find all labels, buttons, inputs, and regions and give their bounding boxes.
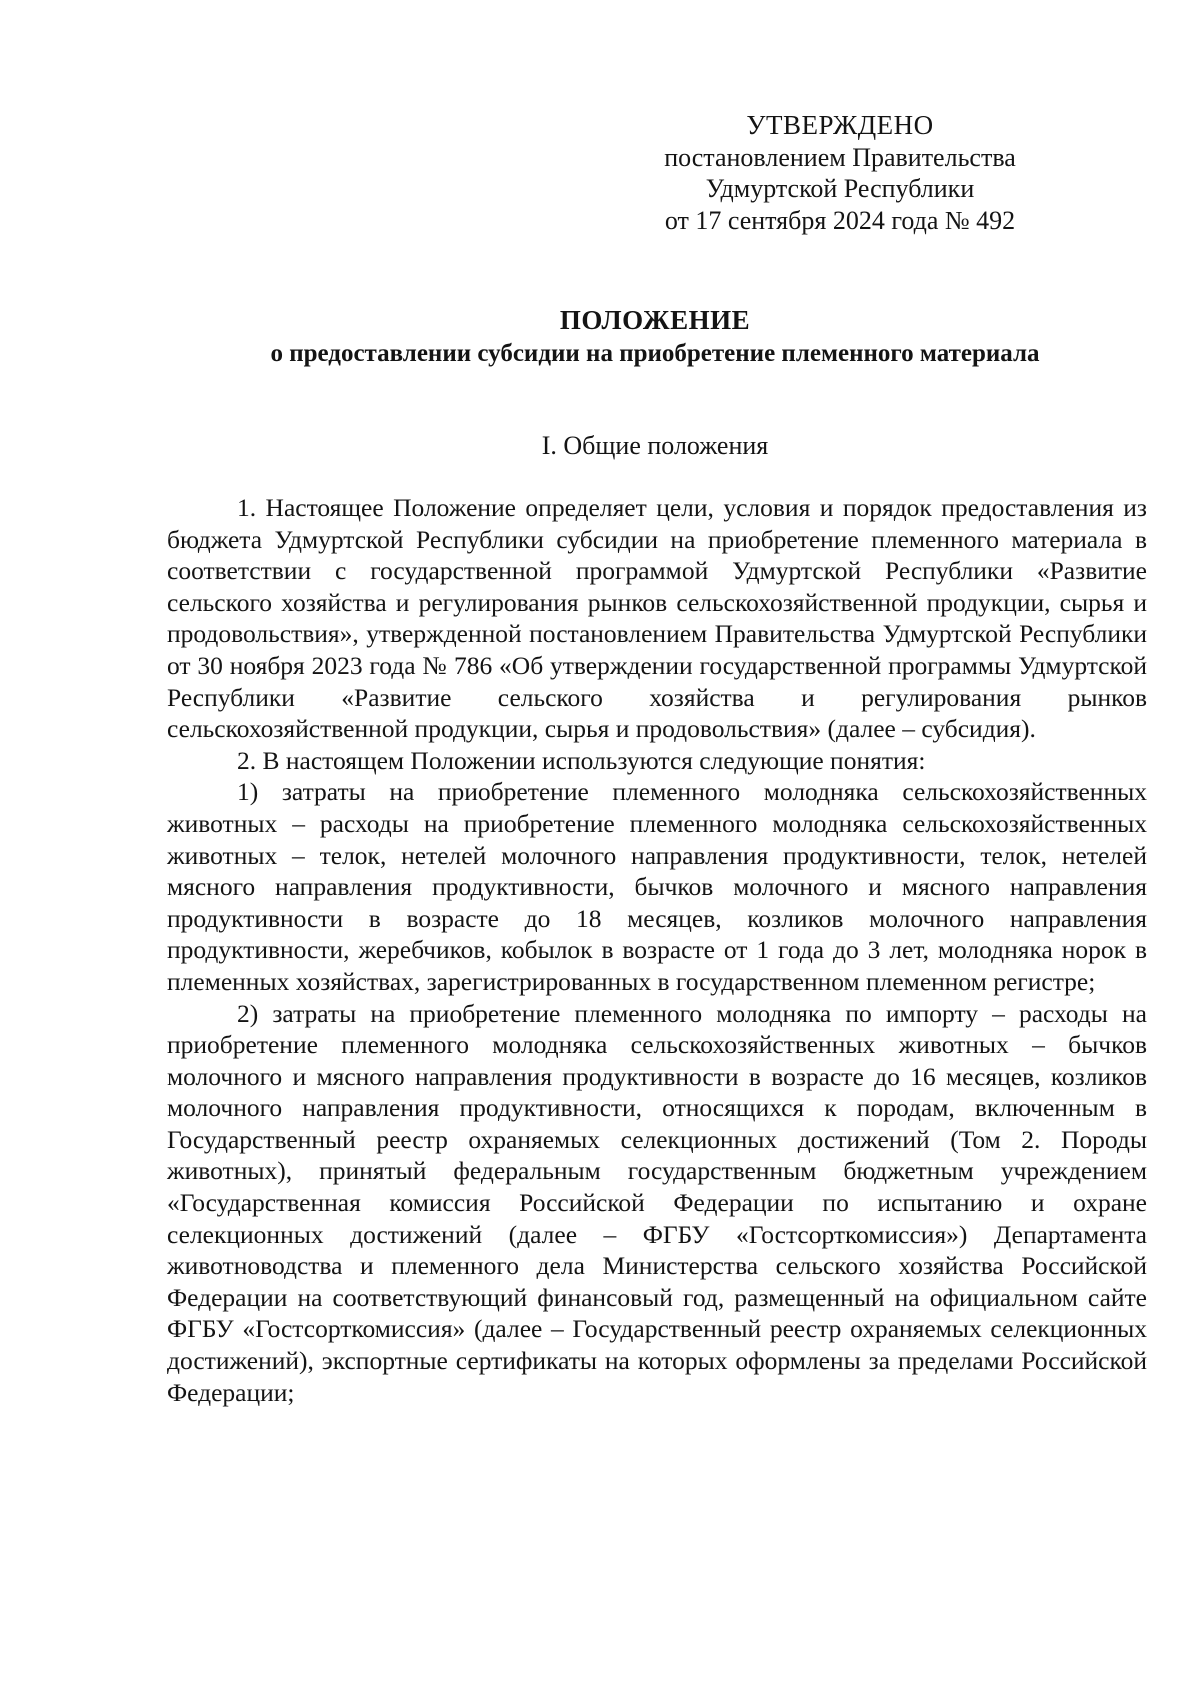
approval-date-number: от 17 сентября 2024 года № 492 [664, 205, 1016, 235]
section-heading: I. Общие положения [541, 431, 769, 460]
document-title: ПОЛОЖЕНИЕ [559, 305, 751, 335]
document-subtitle: о предоставлении субсидии на приобретение племенного материала [270, 340, 1040, 367]
approval-authority: постановлением Правительства [664, 142, 1016, 172]
approval-stamp [620, 110, 1060, 236]
paragraph-definition-2: 2) затраты на приобретение племенного молодняка по импорту – расходы на приобретение племенного молодняка сельскохозяйственных животных – бычков молочного и мясного направления продуктивности в возрасте до 16 месяцев, козликов молочного направления продуктивности, относящихся к породам, включенным в Государственный реестр охраняемых селекционных достижений (Том 2. Породы животных), принятый федеральным государственным бюджетным учреждением «Государственная комиссия Российской Федерации по испытанию и охране селекционных достижений (далее – ФГБУ «Гостсорткомиссия») Департамента животноводства и племенного дела Министерства сельского хозяйства Российской Федерации на соответствующий финансовый год, размещенный на официальном сайте ФГБУ «Гостсорткомиссия» (далее – Государственный реестр охраняемых селекционных достижений), экспортные сертификаты на которых оформлены за пределами Российской Федерации; [167, 998, 1147, 1407]
paragraph-2: 2. В настоящем Положении используются следующие понятия: [237, 745, 926, 775]
paragraph-1: 1. Настоящее Положение определяет цели, условия и порядок предоставления из бюджета Удмуртской Республики субсидии на приобретение племенного материала в соответствии с государственной программой Удмуртской Республики «Развитие сельского хозяйства и регулирования рынков сельскохозяйственной продукции, сырья и продовольствия», утвержденной постановлением Правительства Удмуртской Республики от 30 ноября 2023 года № 786 «Об утверждении государственной программы Удмуртской Республики «Развитие сельского хозяйства и регулирования рынков сельскохозяйственной продукции, сырья и продовольствия» (далее – субсидия). [167, 493, 1147, 744]
document-body [167, 492, 1147, 1408]
approval-heading: УТВЕРЖДЕНО [746, 110, 934, 140]
approval-region: Удмуртской Республики [705, 174, 975, 203]
paragraph-definition-1: 1) затраты на приобретение племенного молодняка сельскохозяйственных животных – расходы на приобретение племенного молодняка сельскохозяйственных животных – телок, нетелей молочного направления продуктивности, телок, нетелей мясного направления продуктивности, бычков молочного и мясного направления продуктивности в возрасте до 18 месяцев, козликов молочного направления продуктивности, жеребчиков, кобылок в возрасте от 1 года до 3 лет, молодняка норок в племенных хозяйствах, зарегистрированных в государственном племенном регистре; [167, 777, 1147, 996]
document-title-block [100, 302, 1200, 370]
